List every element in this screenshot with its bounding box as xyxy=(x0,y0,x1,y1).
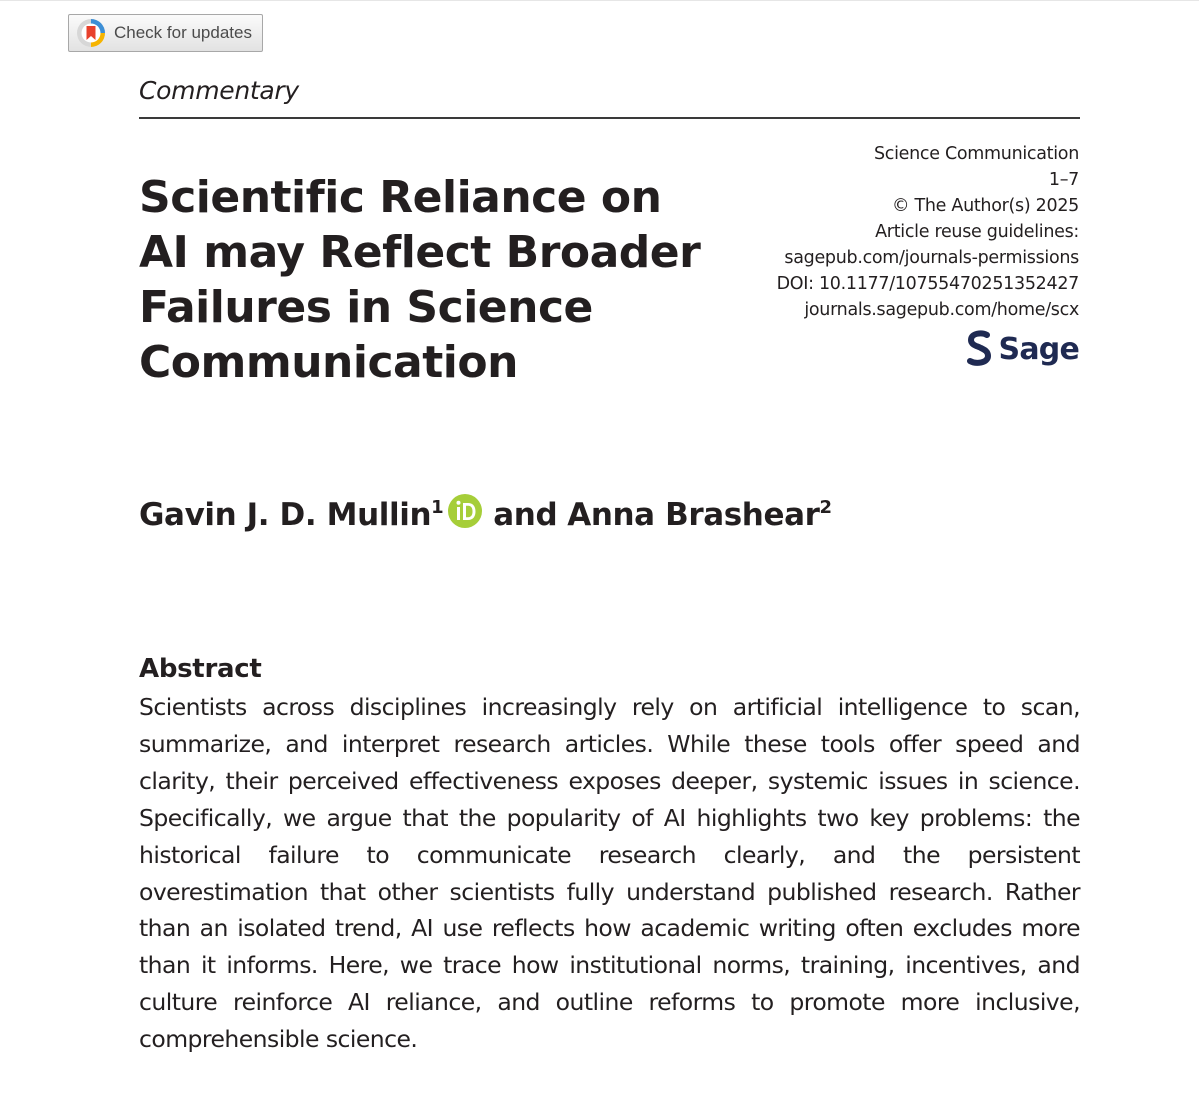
page-range: 1–7 xyxy=(1048,170,1079,190)
author-name: Anna Brashear xyxy=(567,497,820,533)
orcid-icon[interactable] xyxy=(447,493,483,529)
crossmark-icon xyxy=(76,18,106,48)
top-border xyxy=(0,0,1199,1)
publisher-logo xyxy=(965,330,1079,368)
journal-meta xyxy=(777,141,1079,323)
abstract-text: Scientists across disciplines increasingly rely on artificial intelligence to scan, summarize, and interpret research articles. While these tools offer speed and clarity, their perceived effectiveness exposes deeper, systemic issues in science. Specifically, we argue that the popularity of AI highlights two key problems: the historical failure to communicate research clearly, and the persistent overestimation that other scientists fully understand published research. Rather than an isolated trend, AI use reflects how academic writing often excludes more than it informs. Here, we trace how institutional norms, training, incentives, and culture reinforce AI reliance, and outline reforms to promote more inclusive, comprehensible science. xyxy=(139,693,1080,1054)
author-line xyxy=(139,497,832,533)
abstract-heading: Abstract xyxy=(139,654,262,684)
check-for-updates-button[interactable] xyxy=(68,14,263,52)
journal-home-link[interactable]: journals.sagepub.com/home/scx xyxy=(804,300,1079,320)
reuse-guidelines-label: Article reuse guidelines: xyxy=(875,222,1079,242)
doi-link[interactable]: DOI: 10.1177/10755470251352427 xyxy=(776,274,1079,294)
article-type-label: Commentary xyxy=(139,76,299,105)
author-affiliation: 2 xyxy=(819,497,832,518)
author-connector: and xyxy=(493,497,558,533)
header-rule xyxy=(139,117,1080,119)
publisher-name: Sage xyxy=(998,331,1079,367)
reuse-guidelines-link[interactable]: sagepub.com/journals-permissions xyxy=(784,248,1079,268)
copyright-notice: © The Author(s) 2025 xyxy=(892,196,1079,216)
journal-name: Science Communication xyxy=(873,144,1079,164)
article-title: Scientific Reliance on AI may Reflect Broader Failures in Science Communication xyxy=(139,172,701,388)
author-affiliation: 1 xyxy=(431,497,444,518)
sage-logo-icon xyxy=(965,330,993,368)
check-for-updates-label: Check for updates xyxy=(114,23,252,42)
author-name: Gavin J. D. Mullin xyxy=(139,497,432,533)
